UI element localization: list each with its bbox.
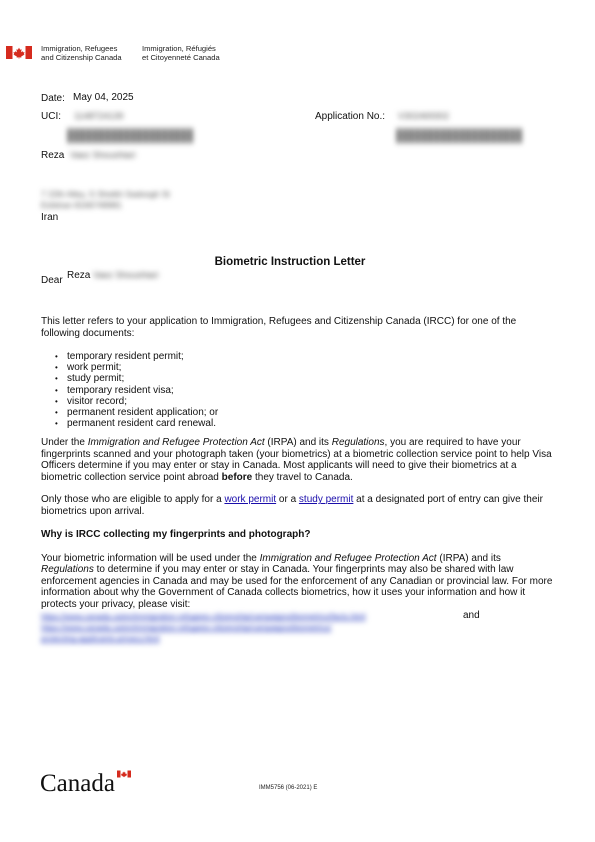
biometrics-facts-link[interactable]: https://www.canada.ca/en/immigration-refugees-citizenship/campaigns/biometrics/facts.html xyxy=(41,612,366,622)
act-name-2: Immigration and Refugee Protection Act xyxy=(259,552,437,564)
document-list-item: • permanent resident application; or xyxy=(53,407,556,418)
dept-fr-line1: Immigration, Réfugiés xyxy=(142,44,216,53)
canada-wordmark-text: Canada xyxy=(40,770,115,797)
application-barcode: IIIIIIIIIIIIIIIIIIII xyxy=(396,125,523,148)
letter-title: Biometric Instruction Letter xyxy=(214,256,366,268)
letter-body xyxy=(41,316,556,647)
recipient-country: Iran xyxy=(41,212,59,223)
dept-name-fr xyxy=(142,44,220,62)
regulations-2: Regulations xyxy=(41,564,94,576)
documents-list xyxy=(53,351,556,429)
dept-name-en xyxy=(41,44,122,62)
dept-fr-line2: et Citoyenneté Canada xyxy=(142,53,220,62)
recipient-first-name: Reza xyxy=(41,150,65,161)
address-line2: Esfahan 8166749981 xyxy=(41,200,122,210)
section-heading-why: Why is IRCC collecting my fingerprints and photograph? xyxy=(41,529,311,541)
uci-value: 1148724139 xyxy=(74,111,124,121)
privacy-link-line1[interactable]: https://www.canada.ca/en/immigration-refugees-citizenship/campaigns/biometrics/ xyxy=(41,623,332,633)
salutation-first-name: Reza xyxy=(67,270,91,281)
dept-en-line1: Immigration, Refugees xyxy=(41,44,118,53)
wordmark-flag-icon xyxy=(117,770,131,778)
privacy-link-line2[interactable]: protecting-applicants-privacy.html xyxy=(41,634,160,644)
application-number-value: V302469302 xyxy=(398,111,450,121)
paragraph-port-of-entry: Only those who are eligible to apply for a work permit or a study permit at a designated port of entry can give their biometrics upon arrival. xyxy=(41,494,543,517)
gov-header xyxy=(6,44,266,64)
document-list-item: • permanent resident card renewal. xyxy=(53,418,556,429)
intro-paragraph: This letter refers to your application to Immigration, Refugees and Citizenship Canada (IRCC) for one of the following documents: xyxy=(41,316,517,339)
document-list-item: • work permit; xyxy=(53,362,556,373)
document-list-item: • visitor record; xyxy=(53,396,556,407)
work-permit-link[interactable]: work permit xyxy=(224,494,277,506)
canada-flag-icon xyxy=(6,46,32,59)
info-links xyxy=(41,611,556,647)
dept-en-line2: and Citizenship Canada xyxy=(41,53,122,62)
act-name: Immigration and Refugee Protection Act xyxy=(87,437,265,449)
address-line1: 7 22th Alley, S Sheikh Sadoogh St xyxy=(41,189,170,199)
document-list-item: • study permit; xyxy=(53,373,556,384)
uci-label: UCI: xyxy=(41,111,61,122)
uci-barcode: IIIIIIIIIIIIIIIIIIII xyxy=(67,125,194,148)
before-emphasis: before xyxy=(221,471,253,483)
regulations: Regulations xyxy=(331,437,385,449)
date-label: Date: xyxy=(41,93,65,104)
date-value: May 04, 2025 xyxy=(73,92,134,103)
canada-wordmark xyxy=(40,770,140,800)
study-permit-link[interactable]: study permit xyxy=(298,494,354,506)
document-list-item: • temporary resident permit; xyxy=(53,351,556,362)
paragraph-biometrics-requirement: Under the Immigration and Refugee Protection Act (IRPA) and its Regulations, you are required to have your fingerprints scanned and your photograph taken (your biometrics) at a biometric collection service point to help Visa Officers determine if you may enter or stay in Canada. Most applicants will need to give their biometrics at a biometric collection service point abroad before they travel to Canada. xyxy=(41,437,552,483)
application-number-label: Application No.: xyxy=(315,111,386,122)
salutation-last-name: Vaez Shoushtari xyxy=(93,270,159,280)
form-code: IMM5756 (06-2021) E xyxy=(259,785,318,791)
recipient-last-name: Vaez Shoushtari xyxy=(70,150,136,160)
document-list-item: • temporary resident visa; xyxy=(53,385,556,396)
paragraph-biometric-use: Your biometric information will be used under the Immigration and Refugee Protection Act (IRPA) and its Regulations to determine if you may enter or stay in Canada. Your fingerprints may also be shared with law enforcement agencies in Canada and may be used for the enforcement of any Canadian or provincial law. For more information about why the Government of Canada collects biometrics, how it uses your information and how it protects your privacy, please visit: xyxy=(41,552,553,610)
salutation: Dear xyxy=(41,275,63,286)
and-conjunction: and xyxy=(463,610,480,622)
